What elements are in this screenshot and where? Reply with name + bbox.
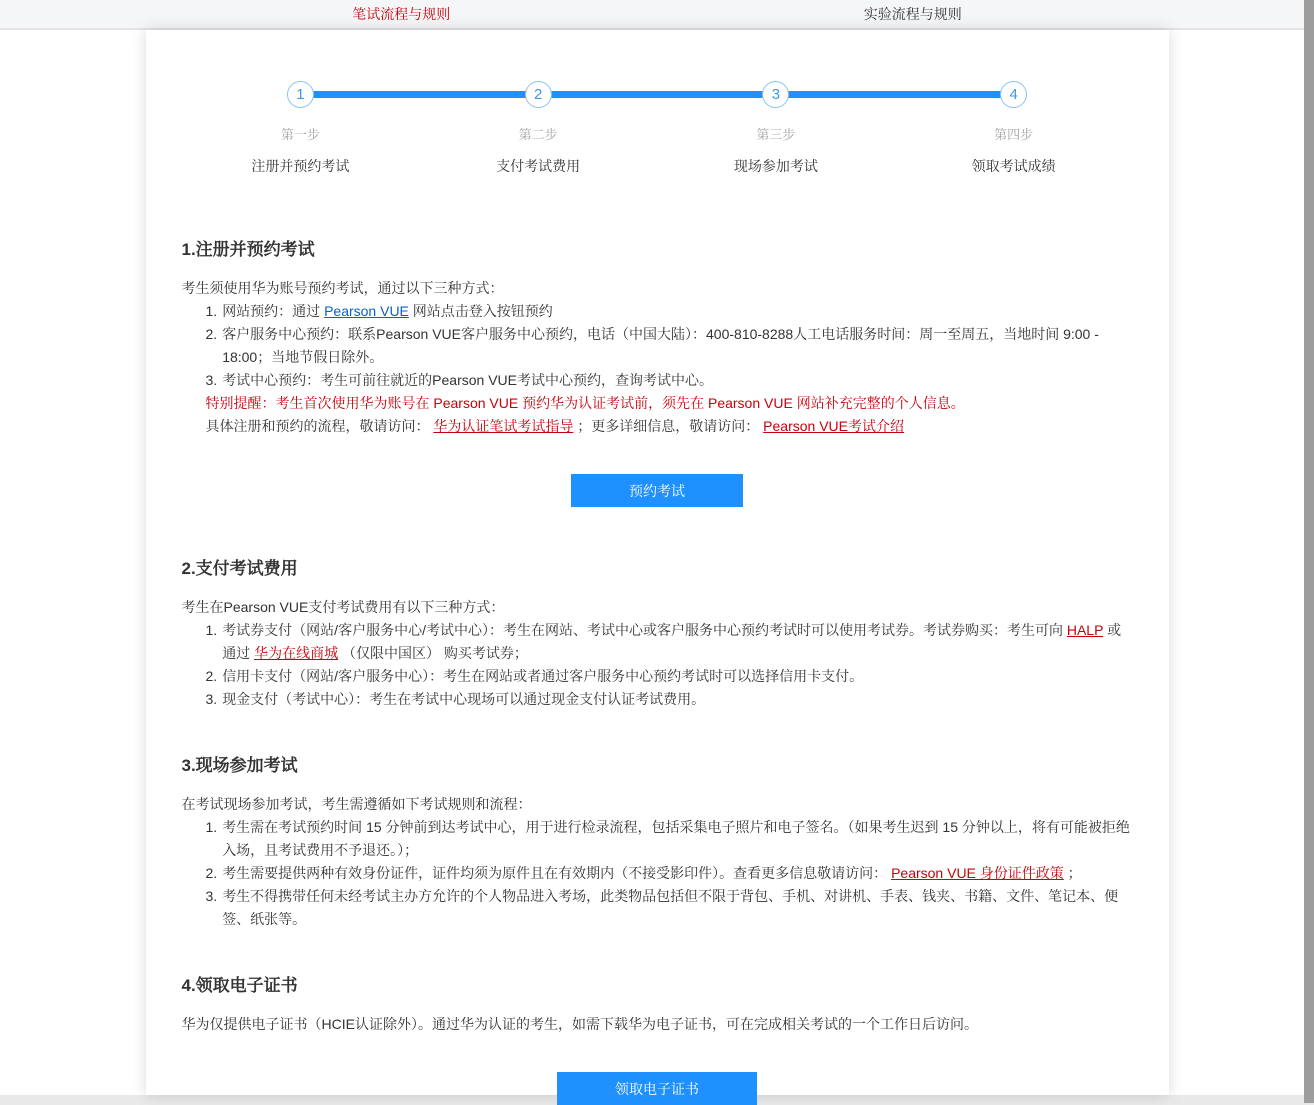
section-4-intro: 华为仅提供电子证书（HCIE认证除外）。通过华为认证的考生，如需下载华为电子证书，可在完成相关考试的一个工作日后访问。 — [181, 1016, 978, 1032]
inline-link[interactable]: 华为认证笔试考试指导 — [433, 418, 574, 434]
section-3-list — [182, 816, 1133, 931]
text-segment: 网站预约：通过 — [222, 303, 325, 319]
content-card — [146, 30, 1169, 1095]
list-item-text — [222, 862, 1132, 885]
text-segment: 现金支付（考试中心）：考生在考试中心现场可以通过现金支付认证考试费用。 — [222, 691, 706, 707]
text-segment: ；更多详细信息，敬请访问： — [573, 418, 764, 434]
tab-written-exam-rules[interactable]: 笔试流程与规则 — [352, 6, 451, 22]
list-item-number: 2. — [205, 326, 218, 342]
stepper-step-1 — [182, 81, 420, 176]
list-item-text — [222, 619, 1132, 665]
list-item-text — [222, 323, 1132, 369]
step-4-title: 领取考试成绩 — [971, 158, 1056, 174]
section-attend-exam-onsite — [182, 751, 1133, 931]
stepper-steps-row — [182, 81, 1133, 176]
text-segment: 考试券支付（网站/客户服务中心/考试中心）：考生在网站、考试中心或客户服务中心预约考试时可以使用考试券。考试券购买：考生可向 — [222, 622, 1067, 638]
section-2-list — [182, 619, 1133, 711]
special-reminder-notice — [182, 392, 1133, 415]
inline-link[interactable]: 华为在线商城 — [254, 645, 339, 661]
section-register-and-reserve — [182, 235, 1133, 507]
section-1-heading: 1.注册并预约考试 — [181, 240, 315, 259]
inline-link[interactable]: HALP — [1066, 622, 1104, 638]
step-2-title: 支付考试费用 — [496, 158, 581, 174]
tab-group — [146, 0, 1169, 28]
certificate-button-row — [182, 1072, 1133, 1105]
list-item-number: 3. — [205, 888, 218, 904]
step-1-number-circle: 1 — [287, 81, 314, 108]
step-3-label: 第三步 — [756, 127, 796, 142]
text-segment: 信用卡支付（网站/客户服务中心）：考生在网站或者通过客户服务中心预约考试时可以选择信用卡支付。 — [222, 668, 864, 684]
text-segment: 考试中心预约：考生可前往就近的Pearson VUE考试中心预约，查询考试中心。 — [222, 372, 714, 388]
get-certificate-button[interactable]: 领取电子证书 — [557, 1072, 757, 1105]
step-2-label: 第二步 — [518, 127, 558, 142]
section-get-e-certificate — [182, 971, 1133, 1105]
list-item-text — [222, 665, 1132, 688]
step-4-label: 第四步 — [994, 127, 1034, 142]
inline-link[interactable]: Pearson VUE 身份证件政策 — [891, 865, 1064, 881]
section-1-intro: 考生须使用华为账号预约考试，通过以下三种方式： — [181, 280, 504, 296]
list-item-number: 2. — [205, 865, 218, 881]
stepper-step-3 — [657, 81, 895, 176]
section-2-heading: 2.支付考试费用 — [181, 559, 298, 578]
text-segment: 或通过 — [222, 622, 1122, 661]
exam-process-stepper — [182, 81, 1133, 176]
text-segment: 网站点击登入按钮预约 — [408, 303, 553, 319]
step-1-title: 注册并预约考试 — [251, 158, 350, 174]
text-segment: 考生需在考试预约时间 15 分钟前到达考试中心，用于进行检录流程，包括采集电子照片和电子签名。（如果考生迟到 15 分钟以上，将有可能被拒绝入场，且考试费用不予退还。）； — [222, 819, 1130, 858]
registration-guide-notice — [182, 415, 1133, 438]
list-item-text — [222, 369, 1132, 392]
list-item-number: 3. — [205, 372, 218, 388]
list-item-number: 2. — [205, 668, 218, 684]
list-item-text — [222, 688, 1132, 711]
section-1-list — [182, 300, 1133, 392]
list-item-text — [222, 885, 1132, 931]
text-segment: （仅限中国区） 购买考试券； — [338, 645, 528, 661]
list-item — [182, 369, 1133, 392]
reserve-exam-button[interactable]: 预约考试 — [571, 474, 743, 507]
tab-lab-exam-rules[interactable]: 实验流程与规则 — [863, 6, 962, 22]
text-segment: 特别提醒：考生首次使用华为账号在 Pearson VUE 预约华为认证考试前，须先在 Pearson VUE 网站补充完整的个人信息。 — [205, 395, 965, 411]
reserve-button-row — [182, 474, 1133, 507]
step-3-title: 现场参加考试 — [733, 158, 818, 174]
list-item — [182, 323, 1133, 369]
section-3-intro: 在考试现场参加考试，考生需遵循如下考试规则和流程： — [181, 796, 532, 812]
top-tab-bar — [0, 0, 1314, 30]
vertical-scrollbar[interactable] — [1304, 0, 1314, 1103]
inline-link[interactable]: Pearson VUE考试介绍 — [763, 418, 904, 434]
section-4-heading: 4.领取电子证书 — [181, 976, 298, 995]
stepper-step-4 — [895, 81, 1133, 176]
text-segment: 客户服务中心预约：联系Pearson VUE客户服务中心预约，电话（中国大陆）：400-810-8288人工电话服务时间：周一至周五，当地时间 9:00 - 18:00；当地节假日除外。 — [222, 326, 1099, 365]
list-item-text — [222, 816, 1132, 862]
stepper-step-2 — [419, 81, 657, 176]
step-2-number-circle: 2 — [525, 81, 552, 108]
list-item — [182, 688, 1133, 711]
step-4-number-circle: 4 — [1000, 81, 1027, 108]
text-segment: ； — [1063, 865, 1082, 881]
list-item — [182, 816, 1133, 862]
list-item — [182, 862, 1133, 885]
list-item-number: 1. — [205, 819, 218, 835]
step-1-label: 第一步 — [280, 127, 320, 142]
list-item-number: 1. — [205, 303, 218, 319]
inline-link[interactable]: Pearson VUE — [324, 303, 409, 319]
text-segment: 具体注册和预约的流程，敬请访问： — [205, 418, 434, 434]
section-2-intro: 考生在Pearson VUE支付考试费用有以下三种方式： — [181, 599, 505, 615]
step-3-number-circle: 3 — [762, 81, 789, 108]
list-item-number: 3. — [205, 691, 218, 707]
list-item — [182, 665, 1133, 688]
text-segment: 考生需要提供两种有效身份证件，证件均须为原件且在有效期内（不接受影印件）。查看更多信息敬请访问： — [222, 865, 892, 881]
list-item — [182, 300, 1133, 323]
section-3-heading: 3.现场参加考试 — [181, 756, 298, 775]
list-item-text — [222, 300, 1132, 323]
page-background — [0, 30, 1314, 1095]
section-pay-exam-fee — [182, 554, 1133, 711]
list-item — [182, 619, 1133, 665]
list-item-number: 1. — [205, 622, 218, 638]
list-item — [182, 885, 1133, 931]
text-segment: 考生不得携带任何未经考试主办方允许的个人物品进入考场，此类物品包括但不限于背包、手机、对讲机、手表、钱夹、书籍、文件、笔记本、便签、纸张等。 — [222, 888, 1119, 927]
